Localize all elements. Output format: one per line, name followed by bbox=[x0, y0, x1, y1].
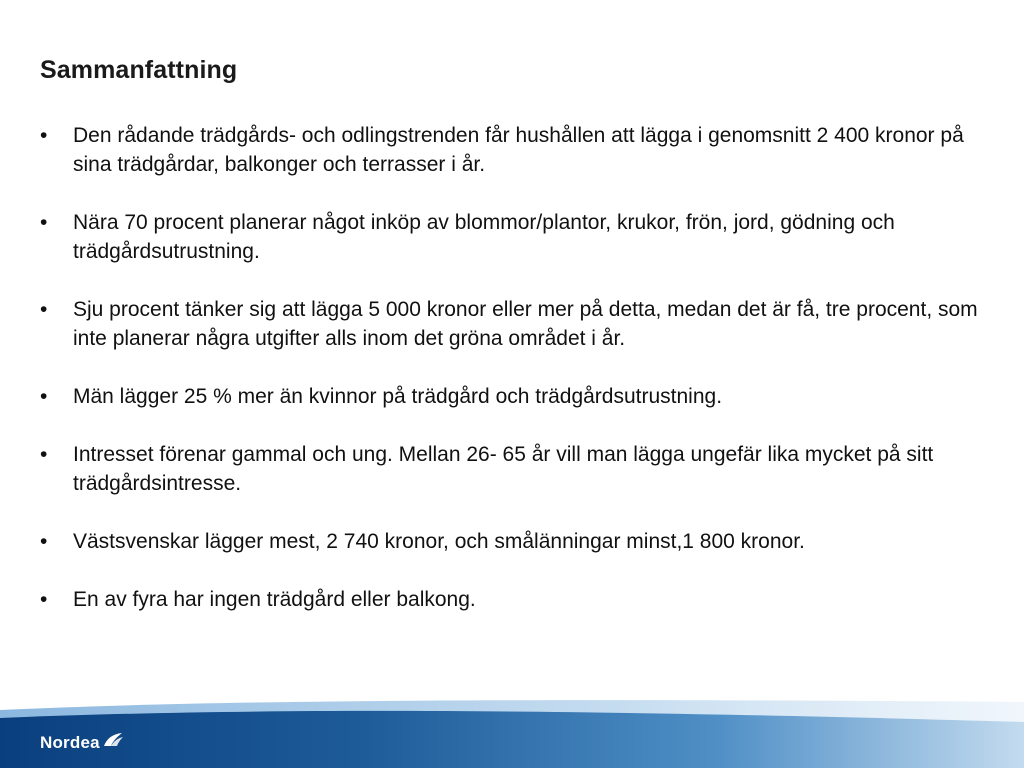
footer-wave-band bbox=[0, 698, 1024, 768]
bullet-item bbox=[40, 527, 1000, 556]
bullet-dot: • bbox=[40, 124, 48, 147]
logo-text: Nordea bbox=[40, 733, 100, 752]
bullet-text: Män lägger 25 % mer än kvinnor på trädgård och trädgårdsutrustning. bbox=[73, 385, 723, 408]
bullet-text: Sju procent tänker sig att lägga 5 000 kronor eller mer på detta, medan det är få, tre procent, som inte planerar några utgifter alls inom det gröna området i år. bbox=[73, 298, 978, 350]
bullet-dot: • bbox=[40, 530, 48, 553]
nordea-logo bbox=[40, 733, 124, 753]
footer-wave-graphic bbox=[0, 698, 1024, 768]
bullet-dot: • bbox=[40, 588, 48, 611]
bullet-item bbox=[40, 121, 1000, 179]
bullet-item bbox=[40, 440, 1000, 498]
bullet-dot: • bbox=[40, 211, 48, 234]
bullet-list bbox=[40, 121, 1000, 643]
bullet-item bbox=[40, 382, 1000, 411]
bullet-dot: • bbox=[40, 385, 48, 408]
nordea-sail-icon bbox=[102, 732, 124, 748]
bullet-text: Intresset förenar gammal och ung. Mellan 26- 65 år vill man lägga ungefär lika mycket på sitt trädgårdsintresse. bbox=[73, 443, 934, 495]
bullet-text: Den rådande trädgårds- och odlingstrenden får hushållen att lägga i genomsnitt 2 400 kronor på sina trädgårdar, balkonger och terrasser i år. bbox=[73, 124, 964, 176]
bullet-text: Västsvenskar lägger mest, 2 740 kronor, och smålänningar minst,1 800 kronor. bbox=[73, 530, 805, 553]
bullet-item bbox=[40, 585, 1000, 614]
bullet-dot: • bbox=[40, 443, 48, 466]
bullet-text: En av fyra har ingen trädgård eller balkong. bbox=[73, 588, 476, 611]
bullet-dot: • bbox=[40, 298, 48, 321]
bullet-text: Nära 70 procent planerar något inköp av blommor/plantor, krukor, frön, jord, gödning och trädgårdsutrustning. bbox=[73, 211, 895, 263]
footer-wave-main bbox=[0, 711, 1024, 768]
slide-title: Sammanfattning bbox=[40, 56, 238, 84]
bullet-item bbox=[40, 295, 1000, 353]
bullet-item bbox=[40, 208, 1000, 266]
